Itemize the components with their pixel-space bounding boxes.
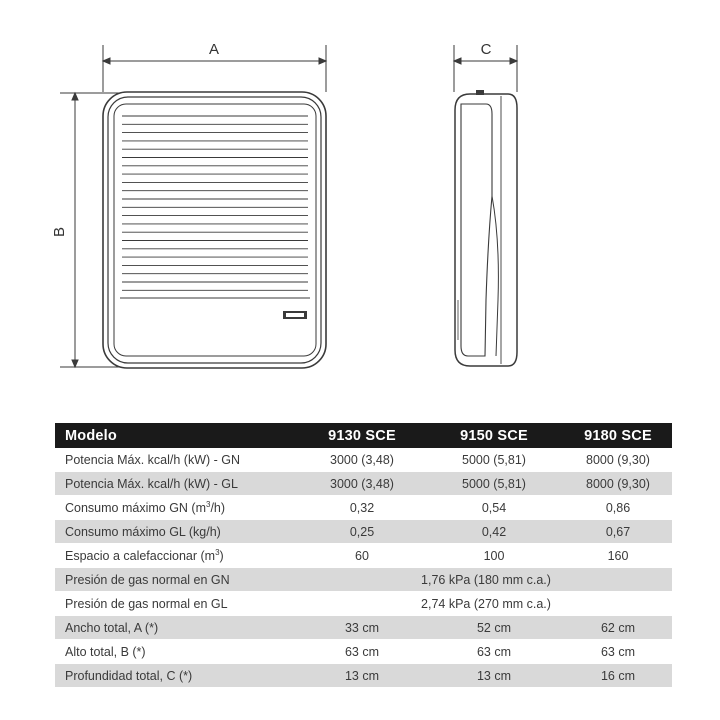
cell-value: 52 cm: [424, 616, 564, 640]
column-header-9150: 9150 SCE: [424, 423, 564, 448]
row-label: Consumo máximo GL (kg/h): [55, 520, 300, 544]
specifications-table: [55, 423, 672, 688]
table-row: [55, 568, 672, 592]
table-row: [55, 664, 672, 688]
cell-value: 16 cm: [564, 664, 672, 688]
cell-value: 3000 (3,48): [300, 472, 424, 496]
cell-value: 0,86: [564, 496, 672, 520]
table-row: [55, 640, 672, 664]
row-label: Consumo máximo GN $(m^3/h)$: [55, 496, 300, 520]
cell-value: 0,25: [300, 520, 424, 544]
heater-side-view: [455, 90, 517, 366]
cell-value: 0,32: [300, 496, 424, 520]
cell-value: 3000 (3,48): [300, 448, 424, 472]
table-row: [55, 520, 672, 544]
cell-value: 0,67: [564, 520, 672, 544]
dimension-c-label: C: [480, 41, 492, 58]
dimension-b: [60, 93, 120, 367]
cell-value: 62 cm: [564, 616, 672, 640]
row-label: Potencia Máx. kcal/h (kW) - GL: [55, 472, 300, 496]
cell-value: 63 cm: [564, 640, 672, 664]
table-row: [55, 616, 672, 640]
row-label: Alto total, B (*): [55, 640, 300, 664]
cell-value: 8000 (9,30): [564, 448, 672, 472]
table-row: [55, 592, 672, 616]
dimension-b-label: B: [51, 226, 68, 238]
cell-value: 60: [300, 544, 424, 568]
cell-value: 63 cm: [300, 640, 424, 664]
cell-value: 13 cm: [424, 664, 564, 688]
column-header-9130: 9130 SCE: [300, 423, 424, 448]
column-header-9180: 9180 SCE: [564, 423, 672, 448]
merged-cell-value: 2,74 kPa (270 mm c.a.): [300, 592, 672, 616]
row-label: Presión de gas normal en GL: [55, 592, 300, 616]
table-header-row: [55, 423, 672, 448]
row-label: Presión de gas normal en GN: [55, 568, 300, 592]
cell-value: 63 cm: [424, 640, 564, 664]
cell-value: 0,54: [424, 496, 564, 520]
row-label: Potencia Máx. kcal/h (kW) - GN: [55, 448, 300, 472]
column-header-model: Modelo: [55, 423, 300, 448]
table-row: [55, 472, 672, 496]
merged-cell-value: 1,76 kPa (180 mm c.a.): [300, 568, 672, 592]
front-grille: [122, 116, 308, 290]
row-label: Profundidad total, C (*): [55, 664, 300, 688]
table-row: [55, 544, 672, 568]
cell-value: 100: [424, 544, 564, 568]
heater-front-view: [103, 92, 326, 368]
cell-value: 33 cm: [300, 616, 424, 640]
row-label: Ancho total, A (*): [55, 616, 300, 640]
cell-value: 160: [564, 544, 672, 568]
cell-value: 13 cm: [300, 664, 424, 688]
cell-value: 8000 (9,30): [564, 472, 672, 496]
table-row: [55, 448, 672, 472]
table-row: [55, 496, 672, 520]
cell-value: 5000 (5,81): [424, 448, 564, 472]
cell-value: 5000 (5,81): [424, 472, 564, 496]
dimension-a-label: A: [208, 41, 220, 58]
cell-value: 0,42: [424, 520, 564, 544]
row-label: Espacio a calefaccionar $(m^3)$: [55, 544, 300, 568]
